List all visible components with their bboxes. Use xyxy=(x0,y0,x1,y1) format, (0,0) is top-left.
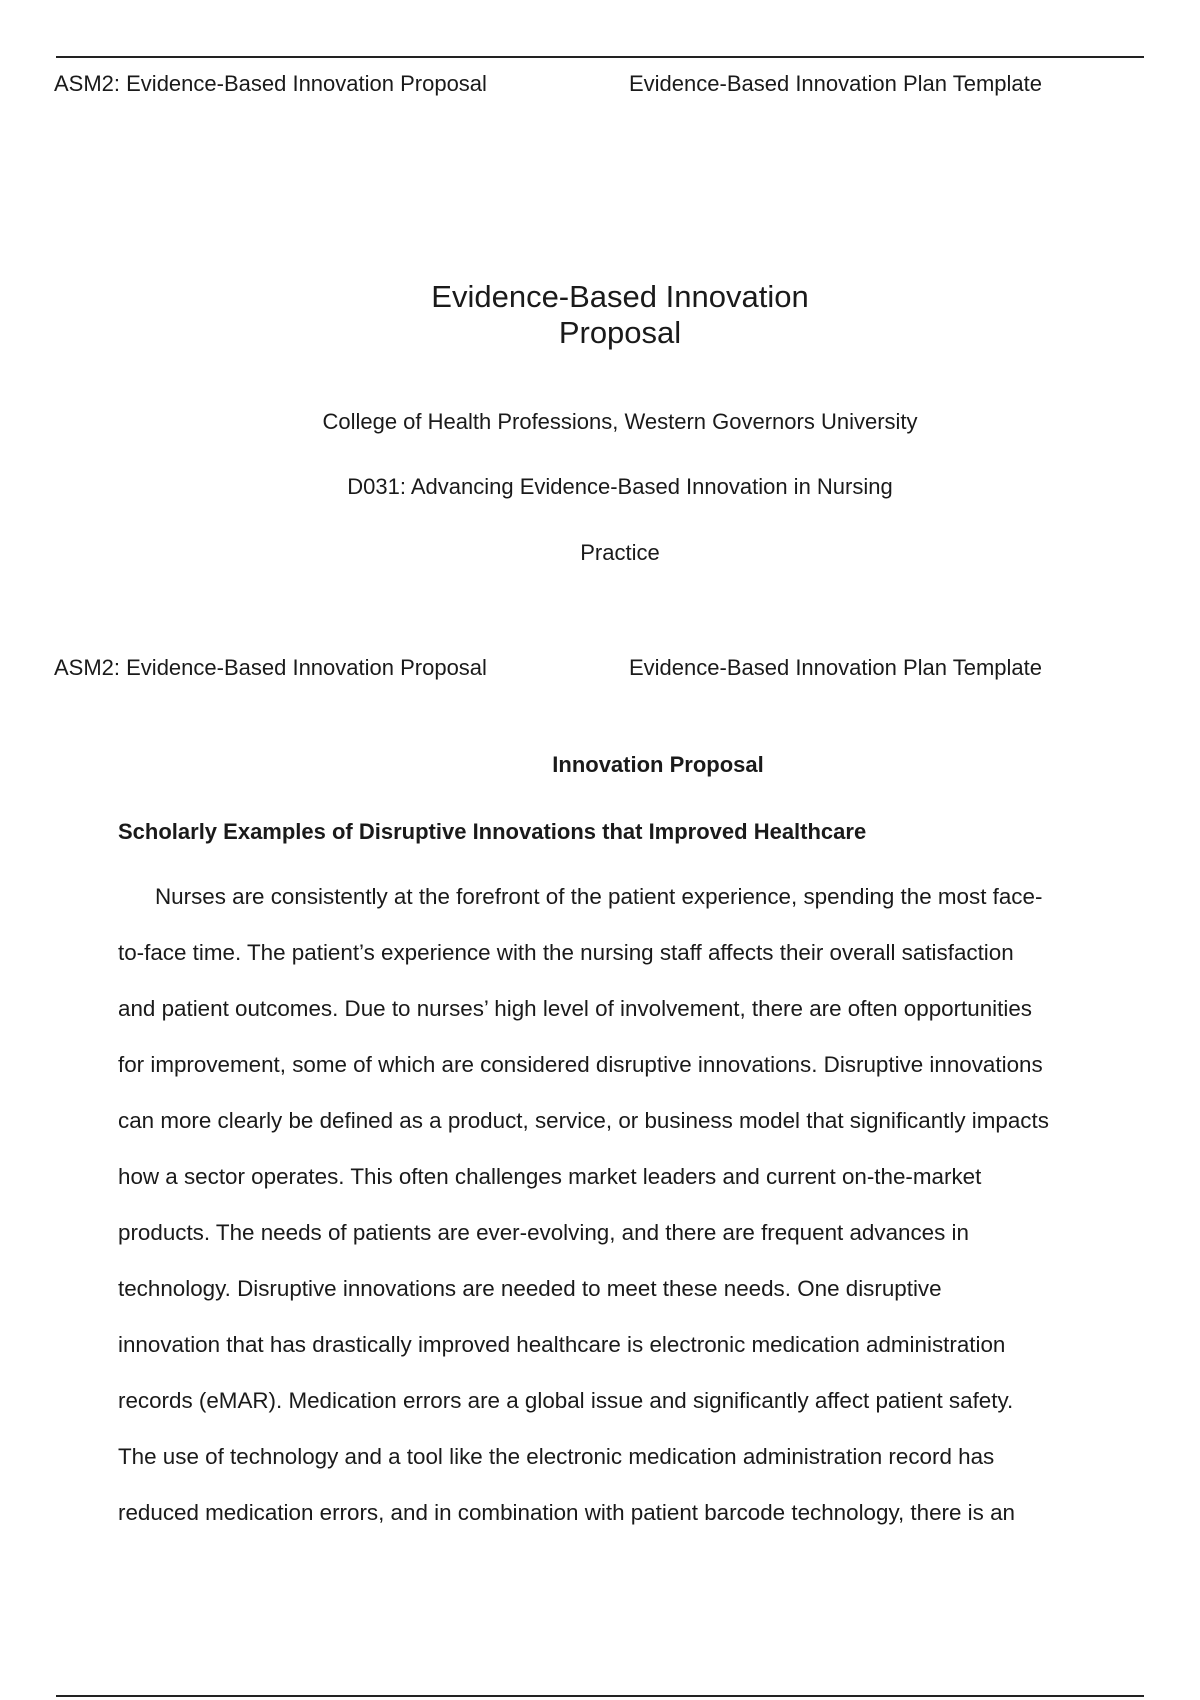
document-title xyxy=(0,279,1200,351)
body-line: innovation that has drastically improved healthcare is electronic medication administration xyxy=(118,1332,1006,1357)
body-line: products. The needs of patients are ever-evolving, and there are frequent advances in xyxy=(118,1220,969,1245)
header-left-text: ASM2: Evidence-Based Innovation Proposal xyxy=(54,71,487,96)
document-title-line-1: Evidence-Based Innovation xyxy=(431,279,809,314)
page-bottom-rule xyxy=(56,1695,1144,1697)
header-left-text: ASM2: Evidence-Based Innovation Proposal xyxy=(54,655,487,680)
document-title-line-2: Proposal xyxy=(558,315,682,350)
header-right-text: Evidence-Based Innovation Plan Template xyxy=(629,71,1042,96)
body-line: for improvement, some of which are considered disruptive innovations. Disruptive innovations xyxy=(118,1052,1043,1077)
sub-heading: Scholarly Examples of Disruptive Innovations that Improved Healthcare xyxy=(118,819,867,844)
body-line: can more clearly be defined as a product, service, or business model that significantly impacts xyxy=(118,1108,1049,1133)
body-line: reduced medication errors, and in combination with patient barcode technology, there is an xyxy=(118,1500,1015,1525)
body-line: and patient outcomes. Due to nurses’ high level of involvement, there are often opportunities xyxy=(118,996,1033,1021)
body-paragraph xyxy=(118,883,1138,1555)
body-line: The use of technology and a tool like the electronic medication administration record has xyxy=(118,1444,995,1469)
body-line: to-face time. The patient’s experience with the nursing staff affects their overall satisfaction xyxy=(118,940,1014,965)
body-line: records (eMAR). Medication errors are a global issue and significantly affect patient safety. xyxy=(118,1388,1014,1413)
page-top-rule xyxy=(56,56,1144,58)
body-line: how a sector operates. This often challenges market leaders and current on-the-market xyxy=(118,1164,982,1189)
section-heading: Innovation Proposal xyxy=(552,752,764,777)
course-name-line-1: D031: Advancing Evidence-Based Innovation in Nursing xyxy=(347,474,893,499)
college-affiliation: College of Health Professions, Western Governors University xyxy=(322,409,918,434)
header-right-text: Evidence-Based Innovation Plan Template xyxy=(629,655,1042,680)
body-line: Nurses are consistently at the forefront of the patient experience, spending the most face- xyxy=(155,884,1043,909)
course-name-line-2: Practice xyxy=(580,540,660,565)
body-line: technology. Disruptive innovations are needed to meet these needs. One disruptive xyxy=(118,1276,942,1301)
